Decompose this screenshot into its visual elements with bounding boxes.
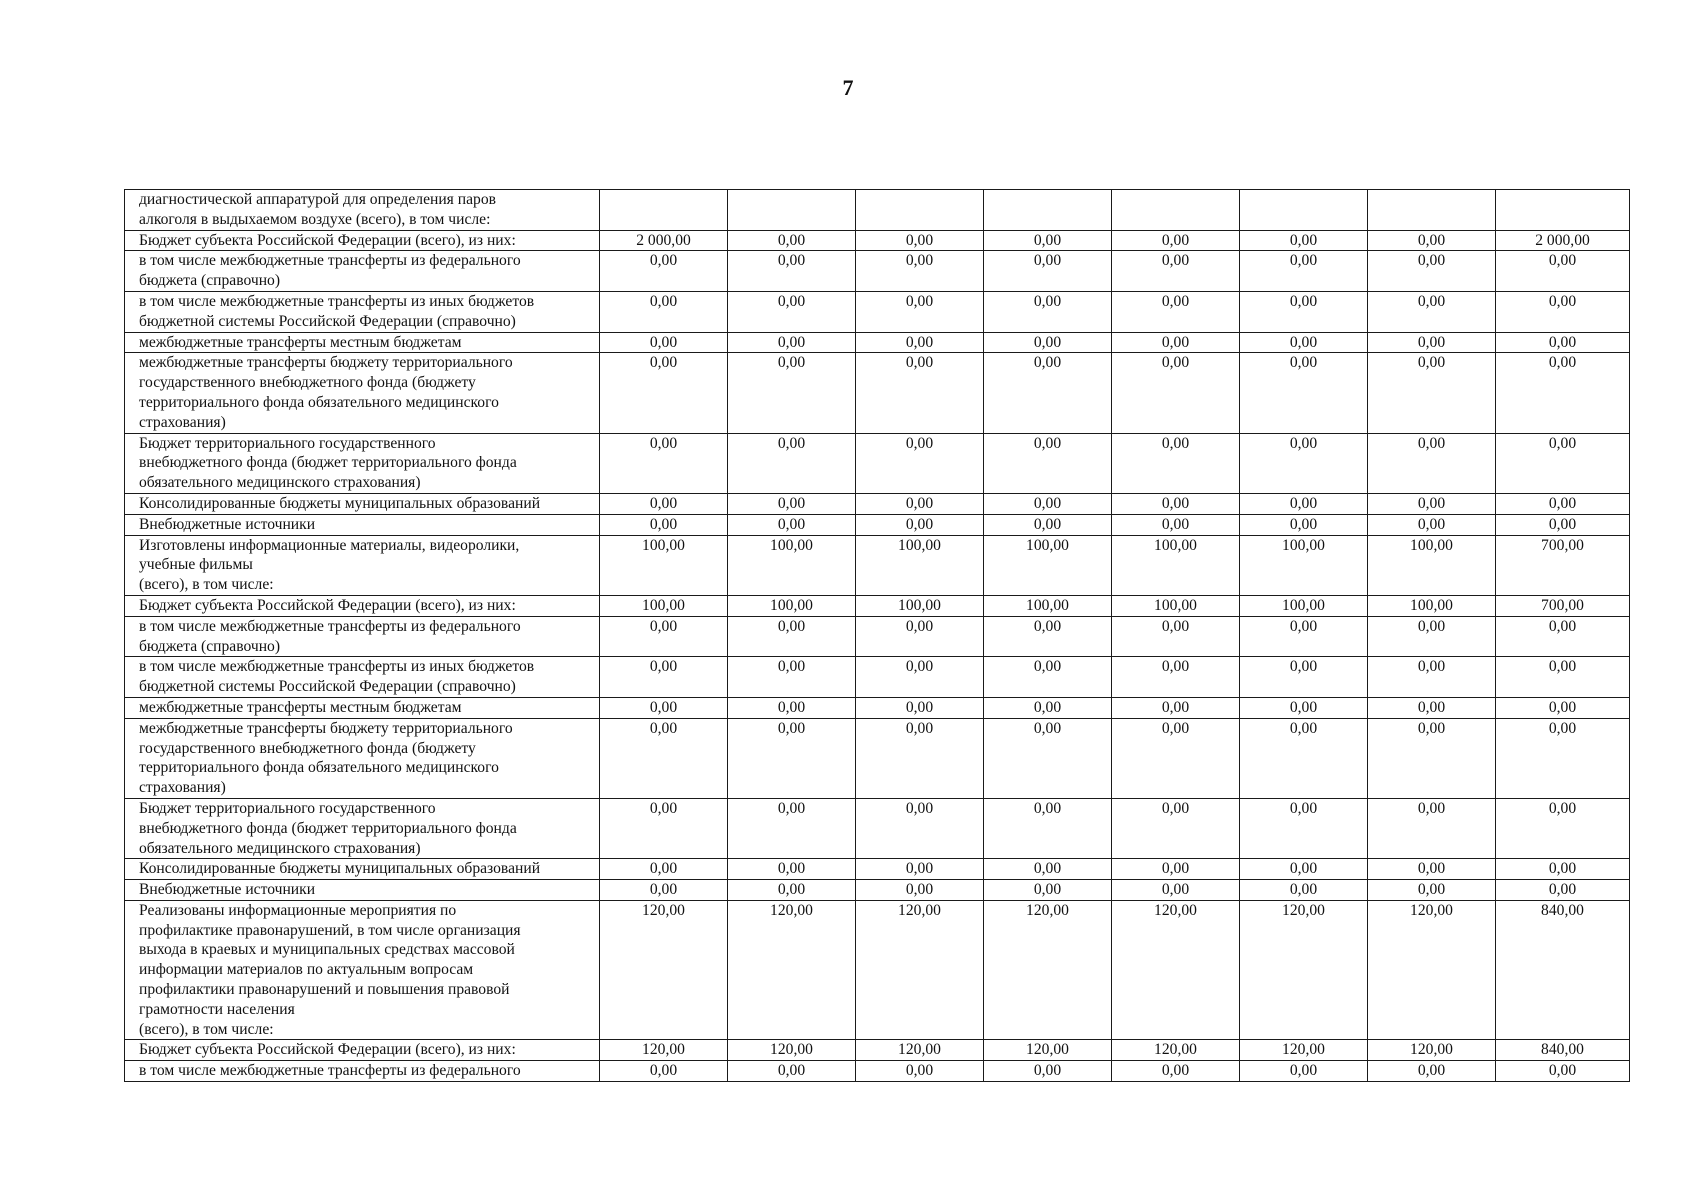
row-value-cell: 0,00 xyxy=(728,493,856,514)
table-row xyxy=(125,1040,1630,1061)
row-value-cell: 0,00 xyxy=(600,616,728,657)
row-value-cell: 0,00 xyxy=(728,230,856,251)
row-value-cell: 0,00 xyxy=(1112,859,1240,880)
table-row xyxy=(125,697,1630,718)
row-label: Изготовлены информационные материалы, видеоролики, учебные фильмы (всего), в том числе: xyxy=(125,535,600,595)
row-value-cell: 0,00 xyxy=(1112,332,1240,353)
row-value-cell xyxy=(600,190,728,231)
row-total-cell: 0,00 xyxy=(1496,859,1630,880)
row-value-cell: 0,00 xyxy=(856,1061,984,1082)
row-value-cell: 100,00 xyxy=(728,595,856,616)
row-value-cell: 0,00 xyxy=(1368,332,1496,353)
row-value-cell: 100,00 xyxy=(856,595,984,616)
row-value-cell: 0,00 xyxy=(856,880,984,901)
row-total-cell: 840,00 xyxy=(1496,1040,1630,1061)
row-value-cell: 100,00 xyxy=(1240,535,1368,595)
row-value-cell: 120,00 xyxy=(728,900,856,1040)
row-label: в том числе межбюджетные трансферты из федерального бюджета (справочно) xyxy=(125,616,600,657)
table-row xyxy=(125,798,1630,858)
row-total-cell: 700,00 xyxy=(1496,535,1630,595)
row-value-cell: 0,00 xyxy=(728,657,856,698)
row-value-cell: 0,00 xyxy=(728,433,856,493)
table-row xyxy=(125,514,1630,535)
row-value-cell: 0,00 xyxy=(1112,657,1240,698)
row-label: межбюджетные трансферты бюджету территориального государственного внебюджетного фонда (бюджету территориального фонда обязательного медицинского страхования) xyxy=(125,718,600,798)
row-value-cell: 0,00 xyxy=(728,1061,856,1082)
page-number: 7 xyxy=(842,75,854,100)
row-value-cell: 0,00 xyxy=(728,616,856,657)
row-value-cell: 120,00 xyxy=(600,1040,728,1061)
row-value-cell: 100,00 xyxy=(1368,595,1496,616)
row-value-cell: 0,00 xyxy=(728,859,856,880)
row-value-cell: 0,00 xyxy=(1112,493,1240,514)
row-total-cell: 0,00 xyxy=(1496,493,1630,514)
row-value-cell xyxy=(728,190,856,231)
row-value-cell: 0,00 xyxy=(1112,798,1240,858)
row-value-cell: 0,00 xyxy=(984,798,1112,858)
row-value-cell: 100,00 xyxy=(728,535,856,595)
row-value-cell: 0,00 xyxy=(1368,859,1496,880)
table-row xyxy=(125,332,1630,353)
row-label: Бюджет субъекта Российской Федерации (всего), из них: xyxy=(125,1040,600,1061)
row-value-cell: 120,00 xyxy=(1368,1040,1496,1061)
row-label: межбюджетные трансферты бюджету территориального государственного внебюджетного фонда (бюджету территориального фонда обязательного медицинского страхования) xyxy=(125,353,600,433)
table-row xyxy=(125,493,1630,514)
row-value-cell: 0,00 xyxy=(984,230,1112,251)
row-value-cell xyxy=(856,190,984,231)
row-value-cell: 100,00 xyxy=(1368,535,1496,595)
row-value-cell: 0,00 xyxy=(1368,433,1496,493)
row-value-cell: 0,00 xyxy=(1240,433,1368,493)
row-total-cell: 0,00 xyxy=(1496,1061,1630,1082)
row-value-cell: 0,00 xyxy=(1240,493,1368,514)
row-value-cell: 0,00 xyxy=(984,880,1112,901)
row-value-cell: 0,00 xyxy=(1368,230,1496,251)
row-value-cell: 0,00 xyxy=(728,251,856,292)
row-value-cell: 0,00 xyxy=(600,697,728,718)
row-value-cell: 0,00 xyxy=(1240,332,1368,353)
row-value-cell: 0,00 xyxy=(728,880,856,901)
row-value-cell: 0,00 xyxy=(856,798,984,858)
row-value-cell: 0,00 xyxy=(984,697,1112,718)
row-value-cell xyxy=(1368,190,1496,231)
table-row xyxy=(125,251,1630,292)
row-value-cell: 0,00 xyxy=(984,433,1112,493)
row-value-cell: 0,00 xyxy=(1112,1061,1240,1082)
row-value-cell: 0,00 xyxy=(856,697,984,718)
row-value-cell: 0,00 xyxy=(728,514,856,535)
row-value-cell: 0,00 xyxy=(856,657,984,698)
row-value-cell: 120,00 xyxy=(856,1040,984,1061)
row-total-cell: 0,00 xyxy=(1496,880,1630,901)
row-value-cell: 0,00 xyxy=(728,798,856,858)
row-value-cell: 0,00 xyxy=(1368,697,1496,718)
row-value-cell: 0,00 xyxy=(1368,493,1496,514)
row-value-cell: 0,00 xyxy=(600,332,728,353)
row-total-cell: 0,00 xyxy=(1496,251,1630,292)
table-row xyxy=(125,353,1630,433)
row-value-cell: 0,00 xyxy=(1240,514,1368,535)
table-row xyxy=(125,616,1630,657)
table-row xyxy=(125,535,1630,595)
row-total-cell: 0,00 xyxy=(1496,353,1630,433)
row-value-cell: 0,00 xyxy=(1368,1061,1496,1082)
row-value-cell: 0,00 xyxy=(1112,718,1240,798)
row-label: межбюджетные трансферты местным бюджетам xyxy=(125,332,600,353)
row-value-cell: 100,00 xyxy=(1112,595,1240,616)
row-value-cell: 0,00 xyxy=(984,616,1112,657)
row-value-cell: 0,00 xyxy=(1112,353,1240,433)
row-value-cell: 0,00 xyxy=(1240,697,1368,718)
row-value-cell: 0,00 xyxy=(728,291,856,332)
table-row xyxy=(125,291,1630,332)
row-value-cell: 0,00 xyxy=(600,798,728,858)
row-total-cell: 0,00 xyxy=(1496,291,1630,332)
row-value-cell: 0,00 xyxy=(984,291,1112,332)
row-total-cell: 0,00 xyxy=(1496,718,1630,798)
row-total-cell: 0,00 xyxy=(1496,657,1630,698)
row-value-cell: 0,00 xyxy=(1240,251,1368,292)
row-value-cell: 0,00 xyxy=(1368,798,1496,858)
row-value-cell: 120,00 xyxy=(728,1040,856,1061)
row-total-cell: 2 000,00 xyxy=(1496,230,1630,251)
row-label: Внебюджетные источники xyxy=(125,880,600,901)
row-value-cell: 0,00 xyxy=(600,353,728,433)
row-value-cell: 100,00 xyxy=(1112,535,1240,595)
row-value-cell: 0,00 xyxy=(600,859,728,880)
row-value-cell: 0,00 xyxy=(1240,859,1368,880)
row-value-cell: 0,00 xyxy=(600,880,728,901)
row-value-cell: 0,00 xyxy=(984,251,1112,292)
row-value-cell: 0,00 xyxy=(1112,514,1240,535)
row-value-cell: 0,00 xyxy=(600,718,728,798)
row-total-cell: 0,00 xyxy=(1496,798,1630,858)
table-row xyxy=(125,595,1630,616)
row-value-cell: 0,00 xyxy=(600,1061,728,1082)
row-value-cell: 120,00 xyxy=(984,900,1112,1040)
row-total-cell: 0,00 xyxy=(1496,332,1630,353)
row-label: в том числе межбюджетные трансферты из федерального бюджета (справочно) xyxy=(125,251,600,292)
row-value-cell: 120,00 xyxy=(856,900,984,1040)
table-body xyxy=(125,190,1630,1082)
row-value-cell: 0,00 xyxy=(600,433,728,493)
row-value-cell: 0,00 xyxy=(1240,880,1368,901)
row-value-cell: 0,00 xyxy=(984,514,1112,535)
row-value-cell: 0,00 xyxy=(1112,291,1240,332)
row-value-cell: 0,00 xyxy=(1240,718,1368,798)
table-row xyxy=(125,657,1630,698)
row-label: в том числе межбюджетные трансферты из федерального xyxy=(125,1061,600,1082)
row-value-cell: 100,00 xyxy=(856,535,984,595)
row-value-cell: 120,00 xyxy=(1112,1040,1240,1061)
row-value-cell: 0,00 xyxy=(856,514,984,535)
row-value-cell: 0,00 xyxy=(984,493,1112,514)
row-value-cell: 120,00 xyxy=(984,1040,1112,1061)
row-total-cell: 840,00 xyxy=(1496,900,1630,1040)
row-value-cell: 0,00 xyxy=(1112,251,1240,292)
row-value-cell xyxy=(984,190,1112,231)
row-value-cell: 0,00 xyxy=(728,332,856,353)
row-value-cell: 0,00 xyxy=(600,493,728,514)
row-value-cell: 0,00 xyxy=(984,332,1112,353)
row-total-cell: 700,00 xyxy=(1496,595,1630,616)
row-value-cell: 0,00 xyxy=(600,514,728,535)
row-value-cell: 0,00 xyxy=(1240,616,1368,657)
row-value-cell: 0,00 xyxy=(1368,353,1496,433)
row-label: диагностической аппаратурой для определения паров алкоголя в выдыхаемом воздухе (всего), в том числе: xyxy=(125,190,600,231)
row-value-cell xyxy=(1240,190,1368,231)
row-value-cell: 0,00 xyxy=(856,332,984,353)
row-value-cell: 0,00 xyxy=(1112,230,1240,251)
row-value-cell: 100,00 xyxy=(600,595,728,616)
row-value-cell: 0,00 xyxy=(1112,880,1240,901)
row-total-cell: 0,00 xyxy=(1496,697,1630,718)
row-value-cell: 100,00 xyxy=(1240,595,1368,616)
row-value-cell: 0,00 xyxy=(1240,230,1368,251)
row-value-cell: 0,00 xyxy=(728,718,856,798)
row-value-cell: 0,00 xyxy=(856,616,984,657)
row-value-cell: 120,00 xyxy=(1240,1040,1368,1061)
row-value-cell: 0,00 xyxy=(856,353,984,433)
row-value-cell: 0,00 xyxy=(600,291,728,332)
row-label: в том числе межбюджетные трансферты из иных бюджетов бюджетной системы Российской Федерации (справочно) xyxy=(125,291,600,332)
table-row xyxy=(125,433,1630,493)
budget-table xyxy=(124,189,1630,1082)
row-value-cell xyxy=(1112,190,1240,231)
row-value-cell: 0,00 xyxy=(600,657,728,698)
row-value-cell: 0,00 xyxy=(984,353,1112,433)
row-label: Реализованы информационные мероприятия по профилактике правонарушений, в том числе организация выхода в краевых и муниципальных средствах массовой информации материалов по актуальным вопросам профилактики правонарушений и повышения правовой грамотности населения (всего), в том числе: xyxy=(125,900,600,1040)
table-row xyxy=(125,900,1630,1040)
row-value-cell: 120,00 xyxy=(1112,900,1240,1040)
table-row xyxy=(125,859,1630,880)
row-label: Бюджет субъекта Российской Федерации (всего), из них: xyxy=(125,595,600,616)
row-value-cell: 0,00 xyxy=(1240,798,1368,858)
row-value-cell: 100,00 xyxy=(984,595,1112,616)
row-value-cell: 0,00 xyxy=(856,493,984,514)
row-value-cell: 0,00 xyxy=(1368,880,1496,901)
row-value-cell: 100,00 xyxy=(600,535,728,595)
row-value-cell: 0,00 xyxy=(984,718,1112,798)
row-value-cell: 0,00 xyxy=(1368,514,1496,535)
row-value-cell: 120,00 xyxy=(1368,900,1496,1040)
row-label: Бюджет субъекта Российской Федерации (всего), из них: xyxy=(125,230,600,251)
row-value-cell: 0,00 xyxy=(984,859,1112,880)
row-value-cell: 2 000,00 xyxy=(600,230,728,251)
row-total-cell xyxy=(1496,190,1630,231)
row-label: Бюджет территориального государственного внебюджетного фонда (бюджет территориального фонда обязательного медицинского страхования) xyxy=(125,433,600,493)
row-value-cell: 0,00 xyxy=(728,697,856,718)
row-value-cell: 0,00 xyxy=(1368,657,1496,698)
row-value-cell: 0,00 xyxy=(856,859,984,880)
row-value-cell: 0,00 xyxy=(1240,353,1368,433)
row-value-cell: 0,00 xyxy=(1112,433,1240,493)
table-row xyxy=(125,190,1630,231)
row-value-cell: 0,00 xyxy=(856,718,984,798)
table-row xyxy=(125,230,1630,251)
row-value-cell: 0,00 xyxy=(1368,251,1496,292)
table-row xyxy=(125,718,1630,798)
row-total-cell: 0,00 xyxy=(1496,433,1630,493)
row-value-cell: 0,00 xyxy=(600,251,728,292)
row-value-cell: 0,00 xyxy=(1112,616,1240,657)
row-value-cell: 0,00 xyxy=(984,1061,1112,1082)
row-value-cell: 0,00 xyxy=(856,230,984,251)
row-label: межбюджетные трансферты местным бюджетам xyxy=(125,697,600,718)
row-value-cell: 120,00 xyxy=(1240,900,1368,1040)
row-value-cell: 0,00 xyxy=(856,433,984,493)
row-label: Консолидированные бюджеты муниципальных образований xyxy=(125,493,600,514)
row-value-cell: 100,00 xyxy=(984,535,1112,595)
row-value-cell: 0,00 xyxy=(1368,291,1496,332)
row-value-cell: 0,00 xyxy=(1240,291,1368,332)
row-value-cell: 0,00 xyxy=(856,251,984,292)
row-total-cell: 0,00 xyxy=(1496,514,1630,535)
row-value-cell: 0,00 xyxy=(1240,1061,1368,1082)
row-total-cell: 0,00 xyxy=(1496,616,1630,657)
row-value-cell: 0,00 xyxy=(1368,718,1496,798)
row-label: Консолидированные бюджеты муниципальных образований xyxy=(125,859,600,880)
row-label: в том числе межбюджетные трансферты из иных бюджетов бюджетной системы Российской Федерации (справочно) xyxy=(125,657,600,698)
row-value-cell: 0,00 xyxy=(1240,657,1368,698)
row-label: Внебюджетные источники xyxy=(125,514,600,535)
row-value-cell: 0,00 xyxy=(1112,697,1240,718)
row-value-cell: 0,00 xyxy=(984,657,1112,698)
table-row xyxy=(125,1061,1630,1082)
row-value-cell: 0,00 xyxy=(856,291,984,332)
row-label: Бюджет территориального государственного внебюджетного фонда (бюджет территориального фонда обязательного медицинского страхования) xyxy=(125,798,600,858)
row-value-cell: 0,00 xyxy=(1368,616,1496,657)
row-value-cell: 0,00 xyxy=(728,353,856,433)
table-row xyxy=(125,880,1630,901)
row-value-cell: 120,00 xyxy=(600,900,728,1040)
